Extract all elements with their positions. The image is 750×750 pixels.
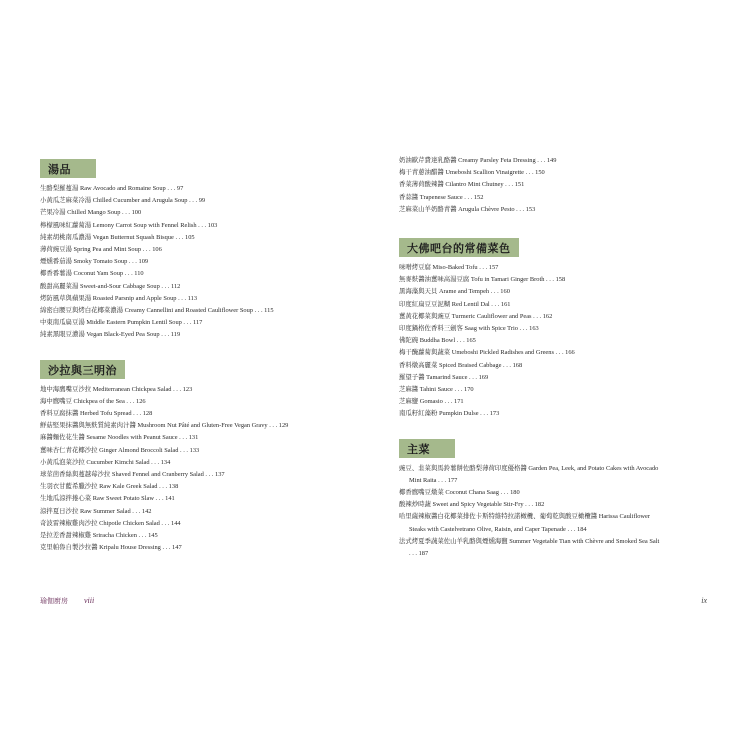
toc-entry[interactable]: 香蒜醬 Trapenese Sauce . . . 152 [399,193,484,201]
toc-entry[interactable]: 椰香鷹嘴豆燉菜 Coconut Chana Saag . . . 180 [399,489,520,497]
toc-entry[interactable]: 生羽衣甘藍希臘沙拉 Raw Kale Greek Salad . . . 138 [40,483,179,491]
toc-entry[interactable]: 中東南瓜扁豆湯 Middle Eastern Pumpkin Lentil Soup . . . 117 [40,319,203,327]
toc-entry[interactable]: 海中鷹嘴豆 Chickpea of the Sea . . . 126 [40,397,146,405]
toc-entry[interactable]: 芒果冷湯 Chilled Mango Soup . . . 100 [40,209,142,217]
salad-entry-list [40,384,335,555]
left-page-number: viii [84,596,95,605]
toc-entry[interactable]: 檸檬風味紅蘿蔔湯 Lemony Carrot Soup with Fennel Relish . . . 103 [40,221,218,229]
toc-entry[interactable]: 麻醬麵佐花生醬 Sesame Noodles with Peanut Sauce . . . 131 [40,434,199,442]
toc-entry[interactable]: 鮮菇堅果抹醬與無麩質純素肉汁醬 Mushroom Nut Pâté and Gluten-Free Vegan Gravy . . . 129 [40,422,289,430]
toc-entry-continuation: . . . 187 [409,550,429,558]
section-dressings-continued [399,155,694,216]
main-dish-entry-list [399,463,694,561]
soup-entry-list [40,183,335,342]
toc-entry[interactable] [399,536,694,560]
toc-entry[interactable]: 生酪梨羅蔓湯 Raw Avocado and Romaine Soup . . . 97 [40,185,184,192]
toc-entry[interactable]: 酸辣炒時蔬 Sweet and Spicy Vegetable Stir-Fry . . . 182 [399,501,545,509]
section-heading-main-dishes: 主菜 [399,439,455,458]
toc-entry[interactable]: 地中海鷹嘴豆沙拉 Mediterranean Chickpea Salad . . . 123 [40,385,193,393]
toc-entry[interactable]: 小黃瓜泡菜沙拉 Cucumber Kimchi Salad . . . 134 [40,458,171,466]
toc-entry[interactable]: 奇波雷辣椒雞肉沙拉 Chipotle Chicken Salad . . . 144 [40,519,181,527]
toc-entry-continuation: Steaks with Castelvetrano Olive, Raisin, and Caper Tapenade . . . 184 [409,525,587,533]
section-heading-salads: 沙拉與三明治 [40,360,125,379]
toc-entry[interactable]: 薑味杏仁青花椰沙拉 Ginger Almond Broccoli Salad . . . 133 [40,446,200,454]
toc-entry[interactable]: 純素黑眼豆濃湯 Vegan Black-Eyed Pea Soup . . . 119 [40,331,181,339]
buddha-bar-entry-list [399,262,694,421]
toc-entry[interactable]: 薄荷豌豆湯 Spring Pea and Mint Soup . . . 106 [40,246,162,254]
toc-entry[interactable]: 芝麻醬 Tahini Sauce . . . 170 [399,386,474,394]
toc-entry-continuation: Mint Raita . . . 177 [409,476,458,484]
toc-entry[interactable] [399,511,694,535]
toc-entry[interactable]: 黑海藻與天貝 Arame and Tempeh . . . 160 [399,288,510,296]
toc-entry[interactable]: 酸甜高麗菜湯 Sweet-and-Sour Cabbage Soup . . . 112 [40,282,181,290]
toc-entry[interactable]: 是拉差香甜辣椒雞 Sriracha Chicken . . . 145 [40,532,158,540]
toc-entry[interactable]: 香料燉高麗菜 Spiced Braised Cabbage . . . 168 [399,361,523,369]
toc-entry[interactable]: 南瓜籽紅藻粉 Pumpkin Dulse . . . 173 [399,410,500,418]
toc-entry[interactable]: 烤防風草與蘋果湯 Roasted Parsnip and Apple Soup . . . 113 [40,294,198,302]
toc-entry[interactable]: 芝麻菜山羊奶酪青醬 Arugula Chèvre Pesto . . . 153 [399,205,536,213]
toc-entry[interactable]: 梅干青蔥油醋醬 Umeboshi Scallion Vinaigrette . . . 150 [399,169,545,177]
toc-entry[interactable]: 味噌烤豆腐 Miso-Baked Tofu . . . 157 [399,264,499,272]
toc-entry[interactable]: 純素胡桃南瓜濃湯 Vegan Butternut Squash Bisque . . . 105 [40,233,195,241]
toc-entry[interactable]: 煙燻番茄湯 Smoky Tomato Soup . . . 109 [40,258,149,266]
toc-entry[interactable]: 羅望子醬 Tamarind Sauce . . . 169 [399,373,489,381]
section-buddha-bar-staples [399,234,694,421]
toc-entry-line: 豌豆、韭菜與馬鈴薯餅佐酪梨薄荷印度優格醬 Garden Pea, Leek, and Potato Cakes with Avocado [399,464,659,472]
right-page-column [399,155,694,574]
toc-entry[interactable]: 印度鍋格佐香料三劍客 Saag with Spice Trio . . . 163 [399,325,539,333]
toc-entry[interactable]: 薑黃花椰菜與豌豆 Turmeric Cauliflower and Peas . . . 162 [399,312,553,320]
toc-entry[interactable]: 球莖茴香絲與蔓越莓沙拉 Shaved Fennel and Cranberry Salad . . . 137 [40,471,225,479]
toc-entry[interactable]: 印度紅扁豆豆泥糊 Red Lentil Dal . . . 161 [399,300,511,308]
toc-entry[interactable]: 梅干醃蘿蔔與蔬菜 Umeboshi Pickled Radishes and Greens . . . 166 [399,349,575,357]
right-page-footer [701,596,707,605]
right-page-number: ix [701,596,707,605]
toc-entry[interactable]: 芝麻鹽 Gomasio . . . 171 [399,398,464,406]
toc-entry[interactable]: 無麥麩醬油薑味高湯豆腐 Tofu in Tamari Ginger Broth . . . 158 [399,276,566,284]
toc-entry[interactable]: 椰香番薯湯 Coconut Yam Soup . . . 110 [40,270,144,278]
left-page-footer [40,596,94,606]
toc-entry-line: 哈里薩辣椒醬白花椰菜排佐卡斯特維特拉諾橄欖、葡萄乾與酸豆橄欖醬 Harissa Cauliflower [399,513,650,521]
section-main-dishes [399,435,694,561]
running-book-title: 瑜伽廚房 [40,597,68,605]
toc-entry[interactable]: 奶油歐芹費達乳酪醬 Creamy Parsley Feta Dressing . . . 149 [399,157,557,164]
dressing-entry-list [399,155,694,216]
toc-entry[interactable]: 小黃瓜芝麻菜冷湯 Chilled Cucumber and Arugula Soup . . . 99 [40,197,206,205]
toc-entry[interactable]: 香料豆腐抹醬 Herbed Tofu Spread . . . 128 [40,410,153,418]
left-page-column [40,155,335,568]
toc-entry[interactable]: 生地瓜涼拌捲心菜 Raw Sweet Potato Slaw . . . 141 [40,495,175,503]
toc-entry[interactable]: 綿密白腰豆與烤白花椰菜濃湯 Creamy Cannellini and Roasted Cauliflower Soup . . . 115 [40,307,274,315]
section-heading-buddha-bar: 大佛吧台的常備菜色 [399,238,519,257]
toc-entry-line: 法式烤夏季蔬菜佐山羊乳酪與煙燻海鹽 Summer Vegetable Tian with Chèvre and Smoked Sea Salt [399,537,660,545]
toc-entry[interactable]: 香菜薄荷酸辣醬 Cilantro Mint Chutney . . . 151 [399,181,525,189]
section-salads-sandwiches [40,356,335,555]
toc-entry[interactable]: 涼拌夏日沙拉 Raw Summer Salad . . . 142 [40,507,152,515]
section-soups [40,155,335,342]
toc-entry[interactable]: 佛陀碗 Buddha Bowl . . . 165 [399,337,476,345]
toc-entry[interactable] [399,463,694,487]
toc-entry[interactable]: 克里帕魯自製沙拉醬 Kripalu House Dressing . . . 147 [40,544,182,552]
section-heading-soups: 湯品 [40,159,96,178]
